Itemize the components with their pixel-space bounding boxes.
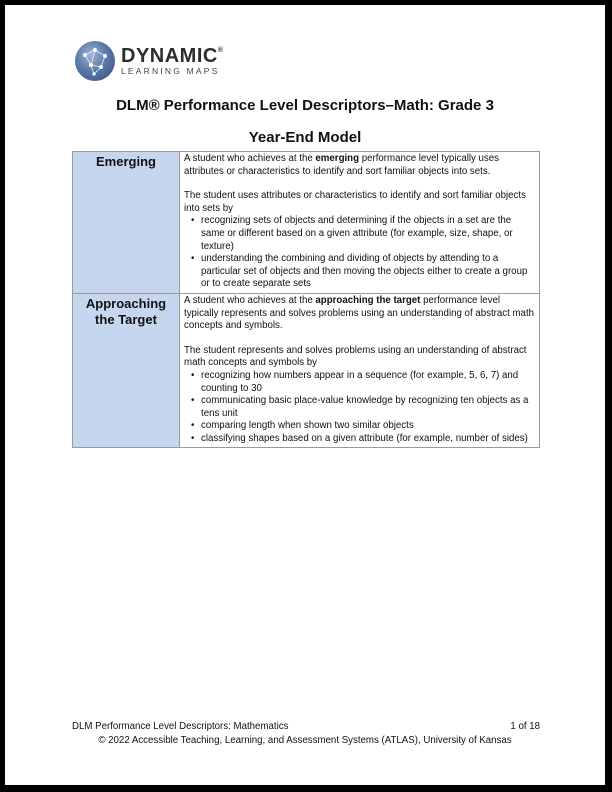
- footer-copyright: © 2022 Accessible Teaching, Learning, and Assessment Systems (ATLAS), University of Kansas: [98, 735, 512, 746]
- logo-name: DYNAMIC®: [121, 45, 224, 68]
- footer-document-name: DLM Performance Level Descriptors: Mathematics: [72, 721, 289, 732]
- skill-list: [184, 215, 536, 291]
- list-item: • recognizing sets of objects and determining if the objects in a set are the same or different based on a given attribute (for example, size, shape, or texture): [201, 215, 536, 253]
- level-intro: A student who achieves at the emerging performance level typically uses attributes or characteristics to identify and sort familiar objects into sets.: [184, 153, 500, 177]
- level-description: [180, 293, 540, 448]
- globe-network-icon: [75, 41, 115, 81]
- list-item: • comparing length when shown two similar objects: [201, 420, 536, 433]
- list-item: • recognizing how numbers appear in a sequence (for example, 5, 6, 7) and counting to 30: [201, 370, 536, 395]
- document-subtitle: Year-End Model: [248, 129, 362, 146]
- logo-subtitle: LEARNING MAPS: [121, 66, 220, 77]
- table-row: [73, 293, 540, 448]
- level-label: Approaching the Target: [73, 293, 180, 448]
- list-item: • classifying shapes based on a given attribute (for example, number of sides): [201, 433, 536, 446]
- level-detail: The student uses attributes or characteristics to identify and sort familiar objects into sets by: [184, 190, 526, 214]
- dlm-logo: [75, 41, 224, 81]
- performance-level-table: [72, 151, 540, 448]
- level-description: [180, 152, 540, 294]
- level-intro: A student who achieves at the approaching the target performance level typically represents and solves problems using an understanding of abstract math concepts and symbols.: [184, 294, 535, 332]
- footer-page-number: 1 of 18: [510, 721, 540, 732]
- level-detail: The student represents and solves problems using an understanding of abstract math concepts and symbols by: [184, 344, 527, 369]
- level-label: Emerging: [73, 152, 180, 294]
- table-row: [73, 152, 540, 294]
- list-item: • communicating basic place-value knowledge by recognizing ten objects as a tens unit: [201, 395, 536, 420]
- document-page: [5, 5, 605, 785]
- document-title: DLM® Performance Level Descriptors–Math: Grade 3: [116, 97, 494, 114]
- list-item: • understanding the combining and dividing of objects by attending to a particular set of objects and then moving the objects either to create a group or to create separate sets: [201, 253, 536, 291]
- skill-list: [184, 370, 536, 446]
- logo-wordmark: [121, 46, 224, 76]
